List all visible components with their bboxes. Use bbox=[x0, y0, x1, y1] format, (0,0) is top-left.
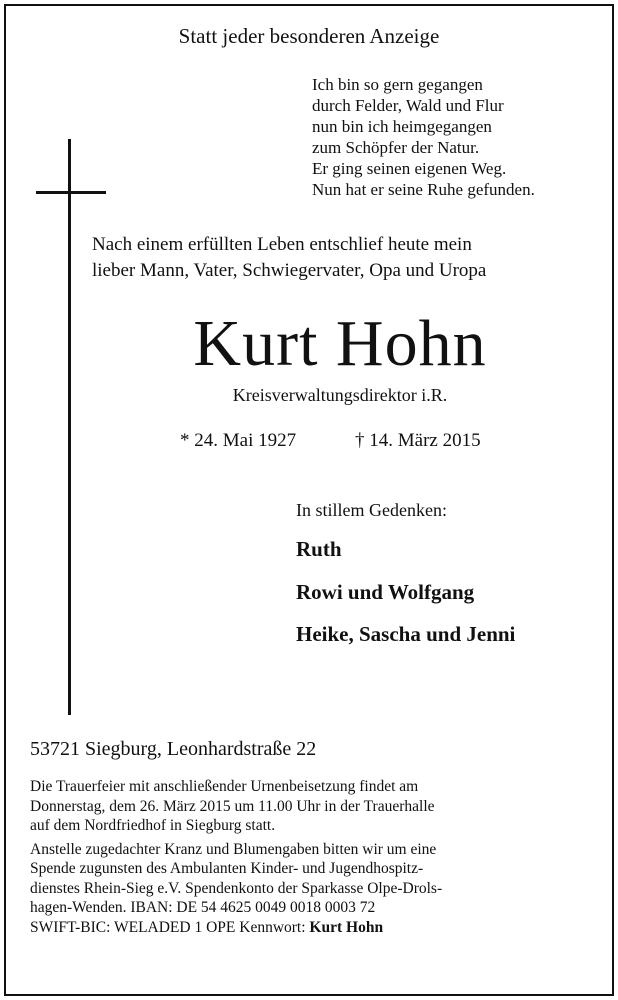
cross-icon bbox=[68, 139, 71, 715]
address: 53721 Siegburg, Leonhardstraße 22 bbox=[30, 738, 317, 760]
ceremony-line: auf dem Nordfriedhof in Siegburg statt. bbox=[30, 817, 276, 834]
death-date: † 14. März 2015 bbox=[355, 430, 481, 451]
notice-header: Statt jeder besonderen Anzeige bbox=[178, 24, 440, 48]
donation-line: hagen-Wenden. IBAN: DE 54 4625 0049 0018 0003 72 bbox=[30, 899, 376, 916]
poem-line: Er ging seinen eigenen Weg. bbox=[312, 159, 507, 178]
poem-line: Nun hat er seine Ruhe gefunden. bbox=[312, 180, 535, 199]
poem-line: Ich bin so gern gegangen bbox=[312, 75, 483, 94]
ceremony-line: Donnerstag, dem 26. März 2015 um 11.00 Uhr in der Trauerhalle bbox=[30, 797, 435, 815]
family-name: Rowi und Wolfgang bbox=[296, 580, 475, 604]
funeral-info bbox=[30, 777, 442, 937]
ceremony-line: Die Trauerfeier mit anschließender Urnenbeisetzung findet am bbox=[30, 778, 419, 795]
deceased-title: Kreisverwaltungsdirektor i.R. bbox=[232, 385, 448, 405]
intro-line: Nach einem erfüllten Leben entschlief heute mein bbox=[92, 234, 472, 255]
donation-line: dienstes Rhein-Sieg e.V. Spendenkonto der Sparkasse Olpe-Drols- bbox=[30, 879, 443, 897]
poem-line: durch Felder, Wald und Flur bbox=[312, 96, 504, 115]
swift-keyword: Kurt Hohn bbox=[309, 918, 384, 936]
donation-line: Spende zugunsten des Ambulanten Kinder- und Jugendhospitz- bbox=[30, 860, 424, 877]
cross-icon-bar bbox=[36, 191, 106, 194]
donation-line: Anstelle zugedachter Kranz und Blumengaben bitten wir um eine bbox=[30, 840, 437, 858]
deceased-name: Kurt Hohn bbox=[193, 307, 487, 380]
poem-line: zum Schöpfer der Natur. bbox=[312, 138, 480, 157]
swift-line bbox=[30, 918, 442, 938]
family-name: Heike, Sascha und Jenni bbox=[296, 622, 516, 646]
poem bbox=[312, 74, 535, 200]
swift-text: SWIFT-BIC: WELADED 1 OPE Kennwort: bbox=[30, 918, 310, 936]
family-name: Ruth bbox=[296, 537, 342, 561]
birth-date: * 24. Mai 1927 bbox=[180, 430, 297, 451]
intro-line: lieber Mann, Vater, Schwiegervater, Opa und Uropa bbox=[92, 260, 487, 281]
poem-line: nun bin ich heimgegangen bbox=[312, 117, 492, 136]
memory-heading: In stillem Gedenken: bbox=[296, 500, 447, 520]
intro-text bbox=[92, 232, 486, 284]
